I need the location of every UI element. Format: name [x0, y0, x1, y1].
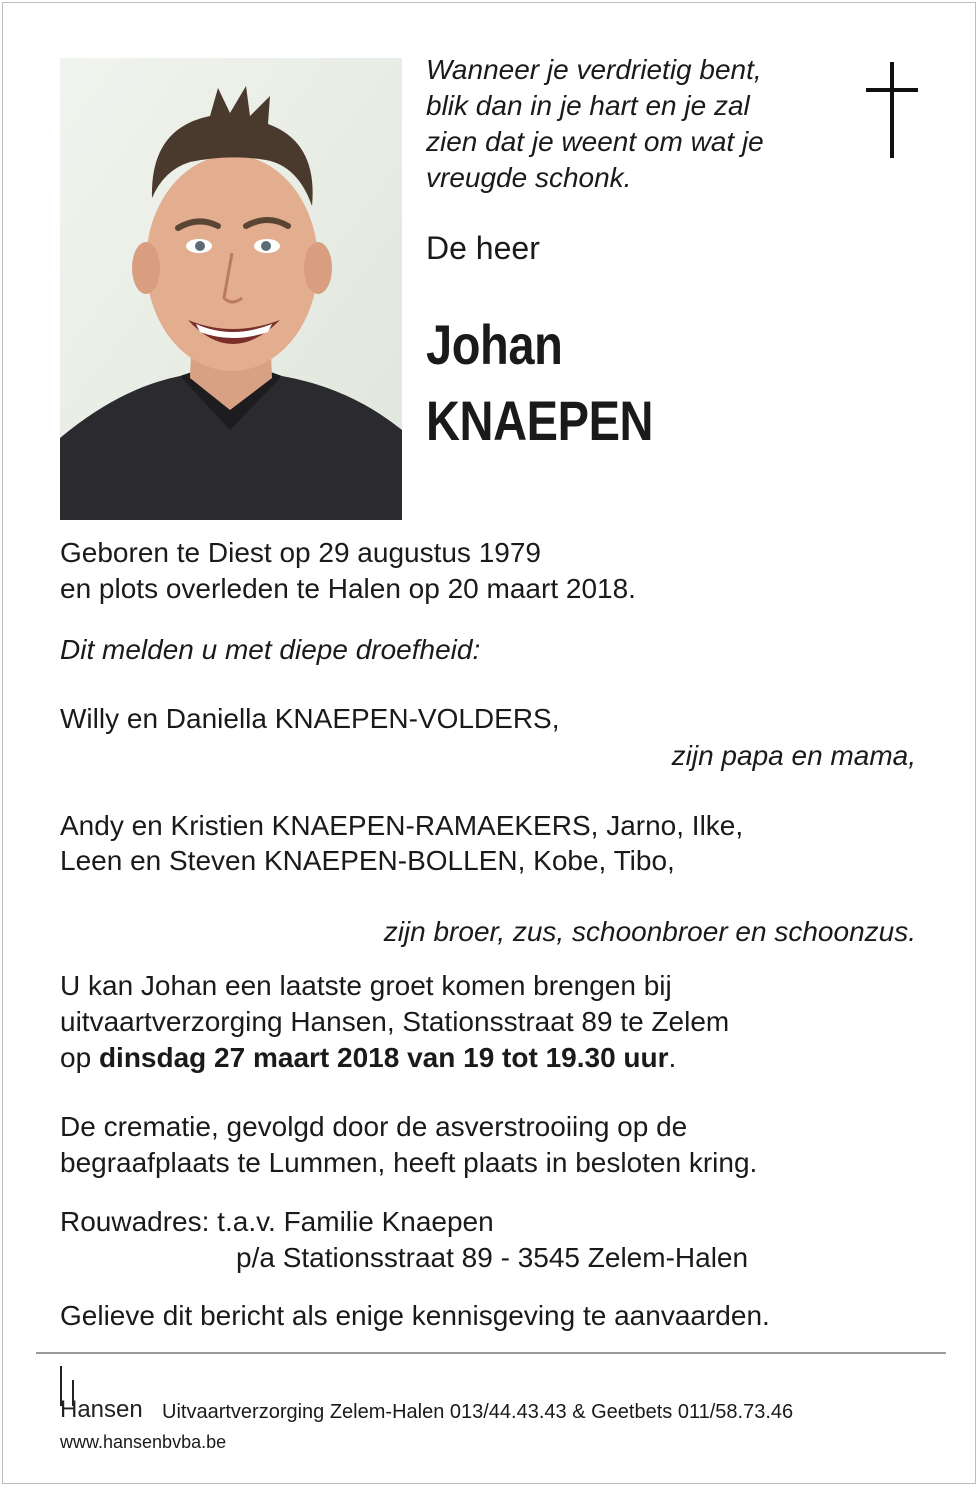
footer-divider	[36, 1352, 946, 1354]
address-label-line: Rouwadres: t.a.v. Familie Knaepen	[60, 1206, 494, 1237]
poem	[426, 52, 846, 196]
parents-names: Willy en Daniella KNAEPEN-VOLDERS,	[60, 703, 560, 734]
death-line: en plots overleden te Halen op 20 maart 2018.	[60, 573, 636, 604]
siblings-line: Andy en Kristien KNAEPEN-RAMAEKERS, Jarno, Ilke,	[60, 810, 744, 841]
announcement-intro: Dit melden u met diepe droefheid:	[60, 634, 481, 665]
parents-relation: zijn papa en mama,	[671, 740, 916, 771]
cremation-line: De crematie, gevolgd door de asverstrooiing op de	[60, 1111, 688, 1142]
siblings-relation: zijn broer, zus, schoonbroer en schoonzus.	[383, 916, 916, 947]
poem-line: blik dan in je hart en je zal	[426, 90, 750, 121]
visitation-line: U kan Johan een laatste groet komen brengen bij	[60, 970, 672, 1001]
visitation-line: uitvaartverzorging Hansen, Stationsstraat 89 te Zelem	[60, 1006, 730, 1037]
honorific: De heer	[426, 230, 540, 266]
hansen-logo: Hansen	[60, 1396, 143, 1423]
closing-line: Gelieve dit bericht als enige kennisgeving te aanvaarden.	[60, 1300, 770, 1331]
funeral-home-contact: Uitvaartverzorging Zelem-Halen 013/44.43.43 & Geetbets 011/58.73.46	[162, 1401, 794, 1423]
latin-cross-icon	[862, 62, 922, 160]
poem-line: zien dat je weent om wat je	[426, 126, 764, 157]
visitation-datetime: dinsdag 27 maart 2018 van 19 tot 19.30 uur	[98, 1042, 669, 1073]
visitation-prefix: op	[60, 1042, 99, 1073]
visitation-suffix: .	[668, 1042, 677, 1073]
portrait-photo	[60, 58, 402, 520]
cremation-line: begraafplaats te Lummen, heeft plaats in besloten kring.	[60, 1147, 758, 1178]
poem-line: Wanneer je verdrietig bent,	[426, 54, 762, 85]
first-name: Johan	[426, 313, 563, 376]
last-name: KNAEPEN	[426, 389, 654, 452]
visitation-datetime-line	[60, 1042, 676, 1074]
website-link[interactable]: www.hansenbvba.be	[60, 1432, 227, 1452]
poem-line: vreugde schonk.	[426, 162, 632, 193]
address-line: p/a Stationsstraat 89 - 3545 Zelem-Halen	[236, 1242, 749, 1273]
birth-line: Geboren te Diest op 29 augustus 1979	[60, 537, 542, 568]
siblings-line: Leen en Steven KNAEPEN-BOLLEN, Kobe, Tibo,	[60, 845, 675, 876]
